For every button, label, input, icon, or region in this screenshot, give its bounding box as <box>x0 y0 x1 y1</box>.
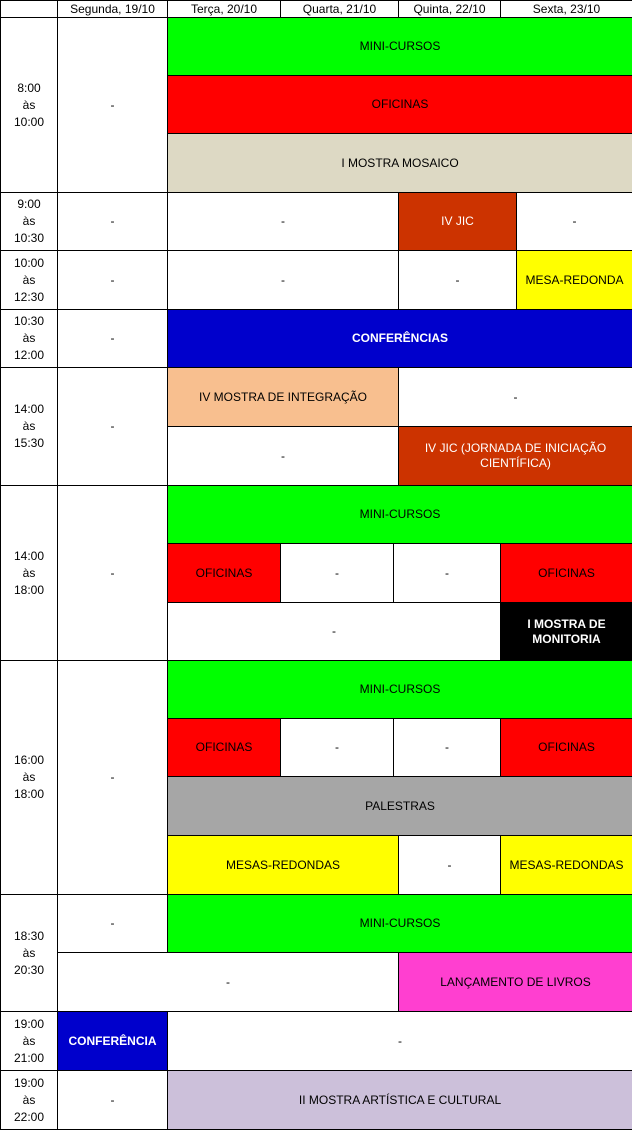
header-blank <box>0 0 58 18</box>
time-slot-1400-1800 <box>0 485 58 661</box>
empty-monday-1600 <box>57 660 168 895</box>
empty-wednesday-1400-label: - <box>335 565 339 580</box>
empty-monday-1830-label: - <box>110 916 115 930</box>
time-slot-1900-2200-label: 19:00 às 22:00 <box>13 1075 45 1124</box>
empty-monday-0800-label: - <box>110 97 115 112</box>
empty-monday-0900 <box>57 192 168 251</box>
event-minicursos-0800-label: MINI-CURSOS <box>359 39 441 53</box>
event-conferencias <box>167 309 632 368</box>
header-day-wednesday <box>280 0 399 18</box>
event-oficinas-1400-friday-label: OFICINAS <box>538 565 595 580</box>
event-minicursos-1600 <box>167 660 632 719</box>
empty-thursday-1600-label: - <box>445 740 449 754</box>
empty-monday-0900-label: - <box>110 214 115 228</box>
event-mesas-redondas-friday <box>500 835 632 895</box>
time-slot-1900-2100 <box>0 1011 58 1071</box>
header-day-thursday <box>398 0 501 18</box>
time-slot-1030-1200 <box>0 309 58 368</box>
header-day-thursday-label: Quinta, 22/10 <box>413 1 486 16</box>
time-slot-1000-1230 <box>0 250 58 310</box>
event-oficinas-1600-friday-label: OFICINAS <box>538 740 595 754</box>
event-mesas-redondas-tue-wed-label: MESAS-REDONDAS <box>225 857 341 872</box>
event-mostra-artistica-cultural <box>167 1070 632 1130</box>
event-oficinas-1600-tuesday-label: OFICINAS <box>195 740 253 754</box>
empty-tue-fri-1900 <box>167 1011 632 1071</box>
empty-tue-thu-1400-label: - <box>332 624 336 638</box>
time-slot-1400-1530-label: 14:00 às 15:30 <box>13 402 45 450</box>
empty-monday-1900b-label: - <box>110 1092 115 1107</box>
header-day-monday <box>57 0 168 18</box>
empty-friday-0900-label: - <box>572 214 577 228</box>
empty-tue-wed-1000 <box>167 250 399 310</box>
empty-thursday-1600b <box>398 835 501 895</box>
empty-monday-0800 <box>57 17 168 193</box>
empty-monday-1030-label: - <box>110 331 115 345</box>
event-oficinas-1400-tuesday-label: OFICINAS <box>195 565 253 580</box>
event-minicursos-1830-label: MINI-CURSOS <box>359 916 441 930</box>
empty-monday-1030 <box>57 309 168 368</box>
empty-tue-fri-1900-label: - <box>398 1033 402 1048</box>
event-oficinas-1600-friday <box>500 718 632 777</box>
header-day-tuesday-label: Terça, 20/10 <box>190 1 258 16</box>
event-oficinas-1400-friday <box>500 543 632 603</box>
event-iv-jic-0900 <box>398 192 517 251</box>
empty-wednesday-1600-label: - <box>335 740 339 754</box>
event-conferencia-monday-label: CONFERÊNCIA <box>68 1033 157 1048</box>
event-oficinas-0800-label: OFICINAS <box>371 97 429 111</box>
time-slot-1600-1800 <box>0 660 58 895</box>
empty-monday-1600-label: - <box>110 770 115 784</box>
empty-mon-wed-1830 <box>57 952 399 1012</box>
time-slot-1600-1800-label: 16:00 às 18:00 <box>13 753 45 801</box>
empty-monday-1000-label: - <box>110 272 115 287</box>
empty-thursday-1000 <box>398 250 517 310</box>
empty-monday-1400b <box>57 485 168 661</box>
empty-thursday-1600 <box>393 718 501 777</box>
time-slot-0800-1000 <box>0 17 58 193</box>
empty-friday-0900 <box>516 192 632 251</box>
event-mesas-redondas-tue-wed <box>167 835 399 895</box>
empty-tue-wed-1400 <box>167 426 399 486</box>
event-iv-jic-jornada <box>398 426 632 486</box>
event-palestras <box>167 776 632 836</box>
event-mesa-redonda-1000 <box>516 250 632 310</box>
time-slot-1900-2200 <box>0 1070 58 1130</box>
event-minicursos-1830 <box>167 894 632 953</box>
event-lancamento-livros <box>398 952 632 1012</box>
empty-thursday-1400-label: - <box>445 565 449 580</box>
event-mostra-monitoria-label: I MOSTRA DE MONITORIA <box>527 616 606 646</box>
event-oficinas-0800 <box>167 75 632 134</box>
event-mostra-mosaico-label: I MOSTRA MOSAICO <box>341 155 459 170</box>
time-slot-1830-2030 <box>0 894 58 1012</box>
header-day-wednesday-label: Quarta, 21/10 <box>302 1 377 16</box>
event-mostra-integracao <box>167 367 399 427</box>
time-slot-0900-1030-label: 9:00 às 10:30 <box>13 197 45 245</box>
event-oficinas-1600-tuesday <box>167 718 281 777</box>
empty-thursday-1000-label: - <box>455 272 460 287</box>
time-slot-0800-1000-label: 8:00 às 10:00 <box>13 80 45 129</box>
event-oficinas-1400-tuesday <box>167 543 281 603</box>
empty-thursday-1400 <box>393 543 501 603</box>
header-day-monday-label: Segunda, 19/10 <box>70 1 155 16</box>
empty-monday-1000 <box>57 250 168 310</box>
event-mostra-integracao-label: IV MOSTRA DE INTEGRAÇÃO <box>198 389 368 404</box>
empty-monday-1900b <box>57 1070 168 1130</box>
event-conferencias-label: CONFERÊNCIAS <box>351 331 448 345</box>
event-conferencia-monday <box>57 1011 168 1071</box>
event-iv-jic-jornada-label: IV JIC (JORNADA DE INICIAÇÃO CIENTÍFICA) <box>424 441 607 470</box>
event-minicursos-0800 <box>167 17 632 76</box>
event-mesa-redonda-1000-label: MESA-REDONDA <box>525 272 624 287</box>
event-lancamento-livros-label: LANÇAMENTO DE LIVROS <box>440 974 591 989</box>
empty-monday-1400b-label: - <box>110 565 115 580</box>
time-slot-0900-1030 <box>0 192 58 251</box>
event-mostra-mosaico <box>167 133 632 193</box>
time-slot-1400-1800-label: 14:00 às 18:00 <box>13 548 45 597</box>
header-day-friday <box>500 0 632 18</box>
header-day-tuesday <box>167 0 281 18</box>
event-mesas-redondas-friday-label: MESAS-REDONDAS <box>509 857 624 872</box>
empty-tue-wed-0900-label: - <box>281 214 285 228</box>
time-slot-1900-2100-label: 19:00 às 21:00 <box>13 1016 45 1065</box>
empty-monday-1830 <box>57 894 168 953</box>
empty-monday-1400a-label: - <box>110 419 115 433</box>
empty-thursday-1600b-label: - <box>447 857 452 872</box>
empty-tue-wed-0900 <box>167 192 399 251</box>
empty-thu-fri-1400 <box>398 367 632 427</box>
empty-tue-wed-1400-label: - <box>281 448 285 463</box>
time-slot-1000-1230-label: 10:00 às 12:30 <box>13 255 45 304</box>
event-iv-jic-0900-label: IV JIC <box>441 214 474 228</box>
empty-wednesday-1400 <box>280 543 394 603</box>
event-minicursos-1400-label: MINI-CURSOS <box>359 507 441 521</box>
event-minicursos-1600-label: MINI-CURSOS <box>359 682 441 696</box>
empty-wednesday-1600 <box>280 718 394 777</box>
time-slot-1030-1200-label: 10:30 às 12:00 <box>13 314 45 362</box>
time-slot-1830-2030-label: 18:30 às 20:30 <box>13 928 45 977</box>
empty-tue-thu-1400 <box>167 602 501 661</box>
time-slot-1400-1530 <box>0 367 58 486</box>
event-minicursos-1400 <box>167 485 632 544</box>
event-mostra-artistica-cultural-label: II MOSTRA ARTÍSTICA E CULTURAL <box>298 1092 502 1107</box>
event-mostra-monitoria <box>500 602 632 661</box>
empty-monday-1400a <box>57 367 168 486</box>
empty-tue-wed-1000-label: - <box>281 272 285 287</box>
empty-thu-fri-1400-label: - <box>513 389 518 404</box>
empty-mon-wed-1830-label: - <box>226 974 230 989</box>
event-palestras-label: PALESTRAS <box>365 798 435 813</box>
header-day-friday-label: Sexta, 23/10 <box>532 1 601 16</box>
